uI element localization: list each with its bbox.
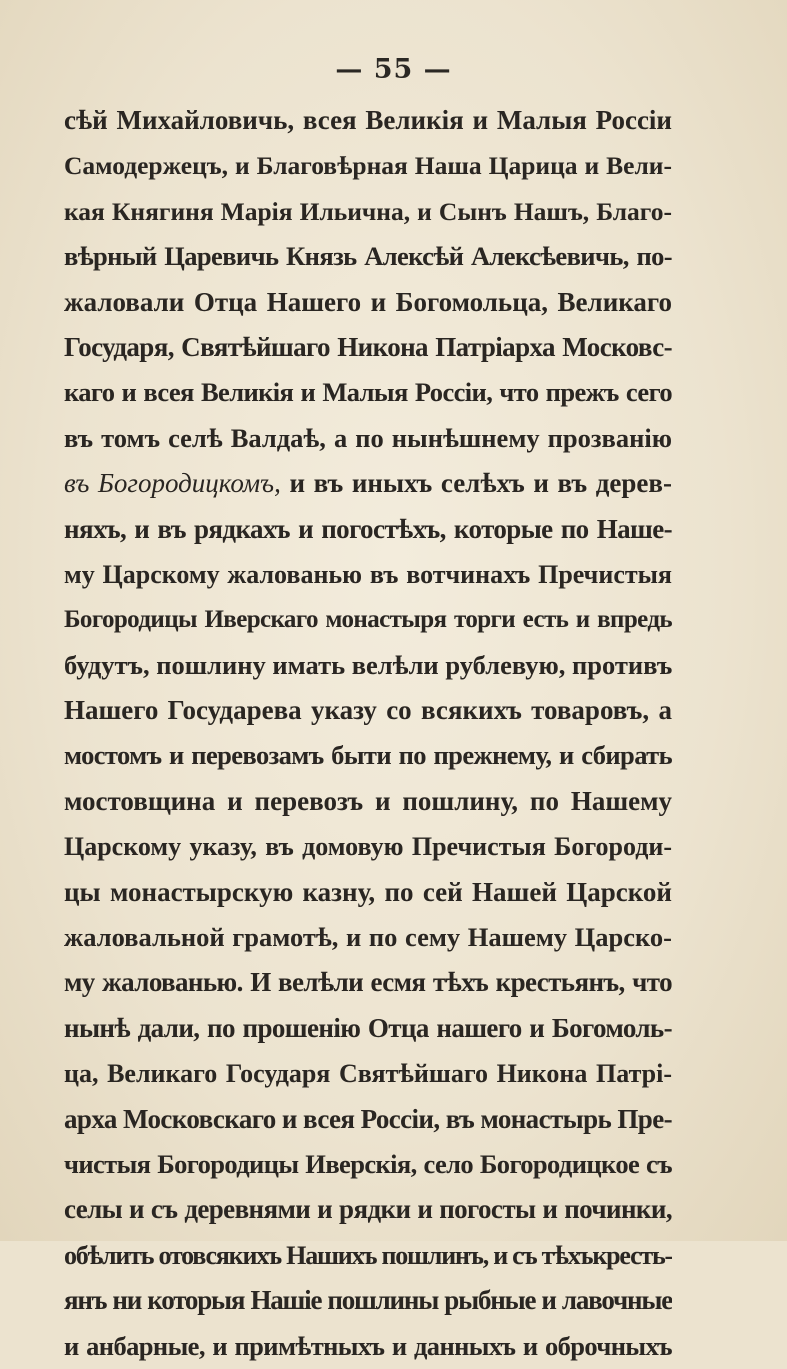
text-line-13: будутъ, пошлину имать велѣли рублевую, противъ [64, 649, 672, 680]
text-line-22: ца, Великаго Государя Святѣйшаго Никона Патрі- [64, 1059, 672, 1089]
text-line-9 [64, 461, 672, 506]
text-line-18: цы монастырскую казну, по сей Нашей Царской [64, 876, 672, 907]
text-line-10: няхъ, и въ рядкахъ и погостѣхъ, которые по Наше- [64, 513, 672, 544]
body-text [64, 98, 672, 1369]
text-line-3: кая Княгиня Марія Ильична, и Сынъ Нашъ, Благо- [64, 196, 672, 226]
text-line-7: каго и всея Великія и Малыя Россіи, что прежъ сего [64, 377, 672, 408]
text-line-15: мостомъ и перевозамъ быти по прежнему, и сбирать [64, 740, 672, 771]
text-line-19: жаловальной грамотѣ, и по сему Нашему Царско- [64, 922, 672, 953]
text-line-12: Богородицы Иверскаго монастыря торги есть и впредь [64, 606, 672, 634]
text-line-28: и анбарные, и примѣтныхъ и данныхъ и оброчныхъ [64, 1330, 672, 1361]
text-line-9-rest: и въ иныхъ селѣхъ и въ дерев- [289, 468, 672, 499]
text-line-17: Царскому указу, въ домовую Пречистыя Богороди- [64, 832, 672, 862]
text-line-1: сѣй Михайловичь, всея Великія и Малыя Россіи [64, 105, 672, 135]
text-line-14: Нашего Государева указу со всякихъ товаровъ, а [64, 695, 672, 726]
text-line-20: му жалованью. И велѣли есмя тѣхъ крестьянъ, что [64, 967, 672, 998]
text-line-24: чистыя Богородицы Иверскія, село Богородицкое съ [64, 1148, 672, 1179]
text-line-16: мостовщина и перевозъ и пошлину, по Нашему [64, 785, 672, 816]
text-line-5: жаловали Отца Нашего и Богомольца, Великаго [64, 286, 672, 317]
text-line-2: Самодержецъ, и Благовѣрная Наша Царица и Вели- [64, 151, 672, 181]
text-line-25: селы и съ деревнями и рядки и погосты и починки, [64, 1194, 672, 1225]
text-line-6: Государя, Святѣйшаго Никона Патріарха Московс- [64, 331, 672, 362]
italic-phrase: въ Богородицкомъ, [64, 468, 281, 499]
text-line-23: арха Московскаго и всея Россіи, въ монастырь Пре- [64, 1103, 672, 1134]
page-number: — 55 — [335, 54, 452, 85]
text-line-8: въ томъ селѣ Валдаѣ, а по нынѣшнему прозванію [64, 422, 672, 453]
text-line-21: нынѣ дали, по прошенію Отца нашего и Богомоль- [64, 1012, 672, 1043]
text-line-27: янъ ни которыя Нашіе пошлины рыбные и лавочные [64, 1285, 672, 1316]
text-line-26: обѣлить отовсякихъ Нашихъ пошлинъ, и съ тѣхъкресть- [64, 1240, 672, 1270]
text-line-11: му Царскому жалованью въ вотчинахъ Пречистыя [64, 559, 672, 589]
text-line-4: вѣрный Царевичь Князь Алексѣй Алексѣевичь, по- [64, 241, 672, 272]
